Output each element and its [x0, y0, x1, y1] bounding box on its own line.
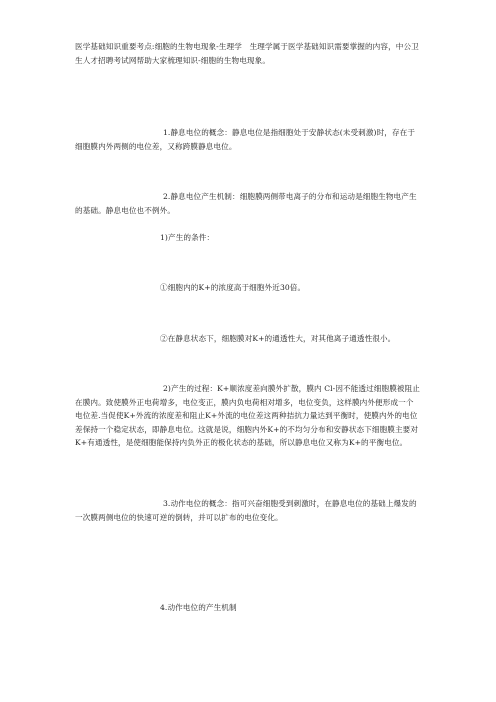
resting-potential-mechanism-paragraph: 2.静息电位产生机制：细胞膜两侧带电离子的分布和运动是细胞生物电产生的基础。静息电位也不例外。 — [75, 192, 417, 215]
conditions-heading: 1)产生的条件： — [160, 233, 215, 242]
process-paragraph: 2)产生的过程：K+顺浓度差向膜外扩散，膜内 Cl-因不能透过细胞膜被阻止在膜内。致使膜外正电荷增多，电位变正，膜内负电荷相对增多，电位变负，这样膜内外便形成一个电位差.当促使K+外流的浓度差和阻止K+外流的电位差这两种拮抗力量达到平衡时，使膜内外的电位差保持一个稳定状态，即静息电位。这就是说，细胞内外K+的不均匀分布和安静状态下细胞膜主要对K+有通透性，是使细胞能保持内负外正的极化状态的基础，所以静息电位又称为K+的平衡电位。 — [75, 384, 420, 447]
condition-1-paragraph: ①细胞内的K+的浓度高于细胞外近30倍。 — [160, 283, 306, 292]
action-potential-concept-paragraph: 3.动作电位的概念：指可兴奋细胞受到刺激时，在静息电位的基础上爆发的一次膜两侧电位的快速可逆的倒转，并可以扩布的电位变化。 — [75, 499, 417, 522]
action-potential-mechanism-heading: 4.动作电位的产生机制 — [160, 603, 237, 612]
condition-2-paragraph: ②在静息状态下，细胞膜对K+的通透性大，对其他离子通透性很小。 — [160, 334, 396, 343]
intro-paragraph: 医学基础知识重要考点:细胞的生物电现象-生理学 生理学属于医学基础知识需要掌握的内容，中公卫生人才招聘考试网帮助大家梳理知识-细胞的生物电现象。 — [75, 42, 419, 65]
resting-potential-concept-paragraph: 1.静息电位的概念：静息电位是指细胞处于安静状态(未受刺激)时，存在于细胞膜内外两侧的电位差，又称跨膜静息电位。 — [75, 128, 416, 151]
